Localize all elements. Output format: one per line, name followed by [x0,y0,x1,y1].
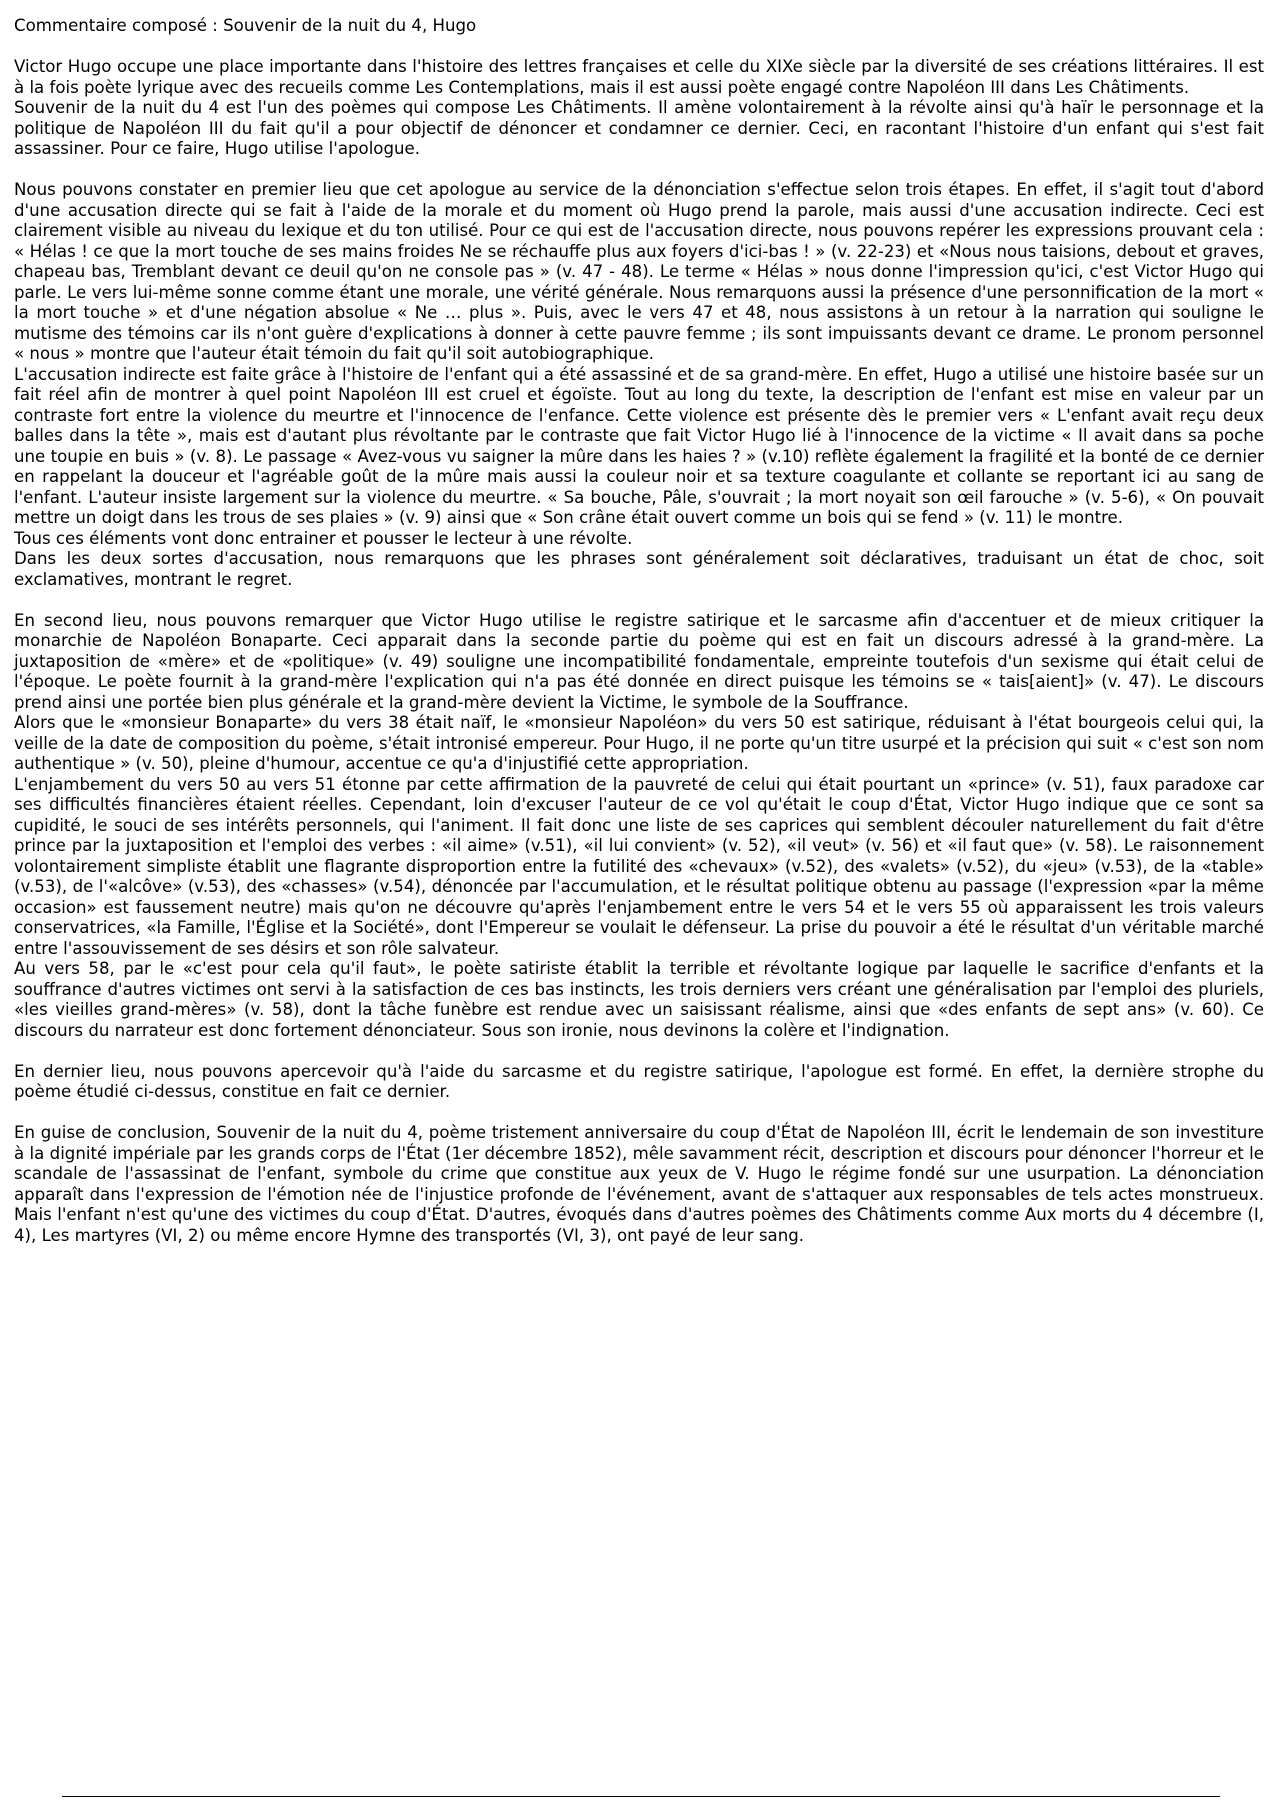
spacer [14,590,1264,611]
part2-paragraph-3: L'enjambement du vers 50 au vers 51 étonne par cette affirmation de la pauvreté de celui qui était pourtant un «prince» (v. 51), faux paradoxe car ses difficultés financières étaient réelles. Cependant, loin d'excuser l'auteur de ce vol qu'était le coup d'État, Victor Hugo indique que ce sont sa cupidité, le souci de ses intérêts personnels, qui l'animent. Il fait donc une liste de ses caprices qui semblent découler naturellement du fait d'être prince par la juxtaposition et l'emploi des verbes : «il aime» (v.51), «il lui convient» (v. 52), «il veut» (v. 56) et «il faut que» (v. 58). Le raisonnement volontairement simpliste établit une flagrante disproportion entre la futilité des «chevaux» (v.52), des «valets» (v.52), du «jeu» (v.53), de la «table» (v.53), de l'«alcôve» (v.53), des «chasses» (v.54), dénoncée par l'accumulation, et le résultat politique obtenu au passage (l'expression «par la même occasion» est faussement neutre) mais qu'on ne découvre qu'après l'enjambement entre le vers 54 et le vers 55 où apparaissent les trois valeurs conservatrices, «la Famille, l'Église et la Société», dont l'Empereur se voulait le défenseur. La prise du pouvoir a été le résultat d'un véritable marché entre l'assouvissement de ses désirs et son rôle salvateur. [14,774,1264,958]
intro-paragraph-2: Souvenir de la nuit du 4 est l'un des poèmes qui compose Les Châtiments. Il amène volontairement à la révolte ainsi qu'à haïr le personnage et la politique de Napoléon III du fait qu'il a pour objectif de dénoncer et condamner ce dernier. Ceci, en racontant l'histoire d'un enfant qui s'est fait assassiner. Pour ce faire, Hugo utilise l'apologue. [14,98,1264,158]
document [14,16,1264,1246]
part-one-section [14,180,1264,590]
spacer [14,1103,1264,1124]
spacer [14,160,1264,181]
part3-paragraph-1: En dernier lieu, nous pouvons apercevoir qu'à l'aide du sarcasme et du registre satirique, l'apologue est formé. En effet, la dernière strophe du poème étudié ci-dessus, constitue en fait ce dernier. [14,1061,1264,1101]
part1-paragraph-4: Dans les deux sortes d'accusation, nous remarquons que les phrases sont généralement soit déclaratives, traduisant un état de choc, soit exclamatives, montrant le regret. [14,549,1264,589]
part2-paragraph-4: Au vers 58, par le «c'est pour cela qu'il faut», le poète satiriste établit la terrible et révoltante logique par laquelle le sacrifice d'enfants et la souffrance d'autres victimes ont servi à la satisfaction de ces bas instincts, les trois derniers vers créant une généralisation par l'emploi des pluriels, «les vieilles grand-mères» (v. 58), dont la tâche funèbre est rendue avec un saisissant réalisme, ainsi que «des enfants de sept ans» (v. 60). Ce discours du narrateur est donc fortement dénonciateur. Sous son ironie, nous devinons la colère et l'indignation. [14,959,1264,1040]
part-three-section [14,1062,1264,1103]
part2-paragraph-1: En second lieu, nous pouvons remarquer que Victor Hugo utilise le registre satirique et le sarcasme afin d'accentuer et de mieux critiquer la monarchie de Napoléon Bonaparte. Ceci apparait dans la seconde partie du poème qui est en fait un discours adressé à la grand-mère. La juxtaposition de «mère» et de «politique» (v. 49) souligne une incompatibilité fondamentale, empreinte toutefois d'un sexisme qui était celui de l'époque. Le poète fournit à la grand-mère l'explication qui n'a pas été donnée en direct puisque les témoins se « tais[aient]» (v. 47). Le discours prend ainsi une portée bien plus générale et la grand-mère devient la Victime, le symbole de la Souffrance. [14,610,1264,712]
document-title: Commentaire composé : Souvenir de la nuit du 4, Hugo [14,16,477,35]
part1-paragraph-1: Nous pouvons constater en premier lieu que cet apologue au service de la dénonciation s'effectue selon trois étapes. En effet, il s'agit tout d'abord d'une accusation directe qui se fait à l'aide de la morale et du moment où Hugo prend la parole, mais aussi d'une accusation indirecte. Ceci est clairement visible au niveau du lexique et du ton utilisé. Pour ce qui est de l'accusation directe, nous pouvons repérer les expressions prouvant cela : « Hélas ! ce que la mort touche de ses mains froides Ne se réchauffe plus aux foyers d'ici-bas ! » (v. 22-23) et «Nous nous taisions, debout et graves, chapeau bas, Tremblant devant ce deuil qu'on ne console pas » (v. 47 - 48). Le terme « Hélas » nous donne l'impression qu'ici, c'est Victor Hugo qui parle. Le vers lui-même sonne comme étant une morale, une vérité générale. Nous remarquons aussi la présence d'une personnification de la mort « la mort touche » et d'une négation absolue « Ne … plus ». Puis, avec le vers 47 et 48, nous assistons à un retour à la narration qui souligne le mutisme des témoins car ils n'ont guère d'explications à donner à cette pauvre femme ; ils sont impuissants devant ce drame. Le pronom personnel « nous » montre que l'auteur était témoin du fait qu'il soit autobiographique. [14,180,1264,363]
conclusion-section [14,1123,1264,1246]
intro-paragraph-1: Victor Hugo occupe une place importante dans l'histoire des lettres françaises et celle du XIXe siècle par la diversité de ses créations littéraires. Il est à la fois poète lyrique avec des recueils comme Les Contemplations, mais il est aussi poète engagé contre Napoléon III dans Les Châtiments. [14,57,1264,97]
part1-paragraph-3: Tous ces éléments vont donc entrainer et pousser le lecteur à une révolte. [14,528,633,548]
spacer [14,1041,1264,1062]
footer-divider [62,1796,1220,1797]
part2-paragraph-2: Alors que le «monsieur Bonaparte» du vers 38 était naïf, le «monsieur Napoléon» du vers 50 est satirique, réduisant à l'état bourgeois celui qui, la veille de la date de composition du poème, s'était intronisé empereur. Pour Hugo, il ne porte qu'un titre usurpé et la précision qui suit « c'est son nom authentique » (v. 50), pleine d'humour, accentue ce qu'a d'injustifié cette appropriation. [14,713,1264,773]
conclusion-paragraph: En guise de conclusion, Souvenir de la nuit du 4, poème tristement anniversaire du coup d'État de Napoléon III, écrit le lendemain de son investiture à la dignité impériale par les grands corps de l'État (1er décembre 1852), mêle savamment récit, description et discours pour dénoncer l'horreur et le scandale de l'assassinat de l'enfant, symbole du crime que constitue aux yeux de V. Hugo le régime fondé sur une usurpation. La dénonciation apparaît dans l'expression de l'émotion née de l'injustice profonde de l'événement, avant de s'attaquer aux responsables de tels actes monstrueux. Mais l'enfant n'est qu'une des victimes du coup d'État. D'autres, évoqués dans d'autres poèmes des Châtiments comme Aux morts du 4 décembre (I, 4), Les martyres (VI, 2) ou même encore Hymne des transportés (VI, 3), ont payé de leur sang. [14,1123,1264,1245]
spacer [14,37,1264,58]
part-two-section [14,611,1264,1042]
part1-paragraph-2: L'accusation indirecte est faite grâce à l'histoire de l'enfant qui a été assassiné et de sa grand-mère. En effet, Hugo a utilisé une histoire basée sur un fait réel afin de montrer à quel point Napoléon III est cruel et égoïste. Tout au long du texte, la description de l'enfant est mise en valeur par un contraste fort entre la violence du meurtre et l'innocence de l'enfance. Cette violence est présente dès le premier vers « L'enfant avait reçu deux balles dans la tête », mais est d'autant plus révoltante par le contraste que fait Victor Hugo lié à l'innocence de la victime « Il avait dans sa poche une toupie en buis » (v. 8). Le passage « Avez-vous vu saigner la mûre dans les haies ? » (v.10) reflète également la fragilité et la bonté de ce dernier en rappelant la douceur et l'agréable goût de la mûre mais aussi la couleur noir et sa texture coagulante et collante se reportant ici au sang de l'enfant. L'auteur insiste largement sur la violence du meurtre. « Sa bouche, Pâle, s'ouvrait ; la mort noyait son œil farouche » (v. 5-6), « On pouvait mettre un doigt dans les trous de ses plaies » (v. 9) ainsi que « Son crâne était ouvert comme un bois qui se fend » (v. 11) le montre. [14,364,1264,527]
introduction-section [14,57,1264,160]
